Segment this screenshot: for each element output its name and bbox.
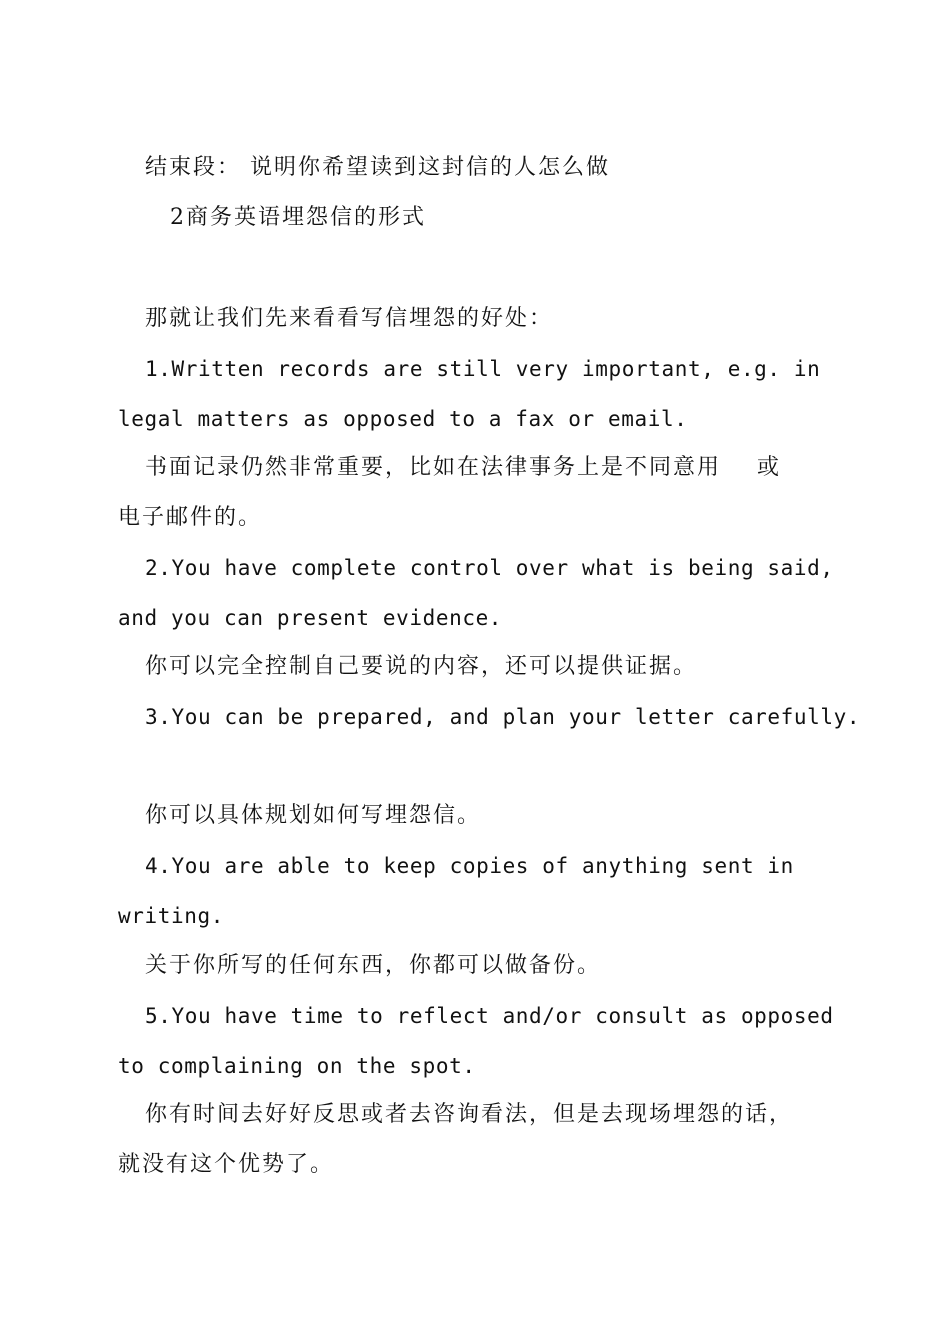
closing-paragraph-line: 结束段： 说明你希望读到这封信的人怎么做 — [145, 155, 610, 180]
point-3-chinese-line-1: 你可以具体规划如何写埋怨信。 — [145, 803, 482, 828]
point-1-chinese-line-2: 电子邮件的。 — [118, 505, 263, 530]
point-1-english-line-2: legal matters as opposed to a fax or email. — [118, 407, 688, 431]
section-heading: 2商务英语埋怨信的形式 — [170, 205, 426, 230]
point-5-chinese-line-2: 就没有这个优势了。 — [118, 1152, 335, 1177]
point-1-chinese-line-1 — [145, 453, 865, 483]
intro-line: 那就让我们先来看看写信埋怨的好处： — [145, 306, 554, 331]
point-4-english-line-1: 4.You are able to keep copies of anything sent in — [145, 854, 794, 878]
point-3-english-line-1: 3.You can be prepared, and plan your letter carefully. — [145, 705, 861, 729]
point-2-chinese-line-1: 你可以完全控制自己要说的内容，还可以提供证据。 — [145, 654, 698, 679]
point-5-english-line-1: 5.You have time to reflect and/or consult as opposed — [145, 1004, 834, 1028]
point-1-chinese-text-b: 或 — [757, 455, 782, 480]
point-5-chinese-line-1: 你有时间去好好反思或者去咨询看法，但是去现场埋怨的话， — [145, 1102, 794, 1127]
point-1-english-line-1: 1.Written records are still very important, e.g. in — [145, 357, 821, 381]
point-1-chinese-text-a: 书面记录仍然非常重要，比如在法律事务上是不同意用 — [145, 455, 722, 480]
point-5-english-line-2: to complaining on the spot. — [118, 1054, 476, 1078]
point-2-english-line-2: and you can present evidence. — [118, 606, 503, 630]
point-4-chinese-line-1: 关于你所写的任何东西，你都可以做备份。 — [145, 953, 602, 978]
point-2-english-line-1: 2.You have complete control over what is being said, — [145, 556, 834, 580]
point-4-english-line-2: writing. — [118, 904, 224, 928]
